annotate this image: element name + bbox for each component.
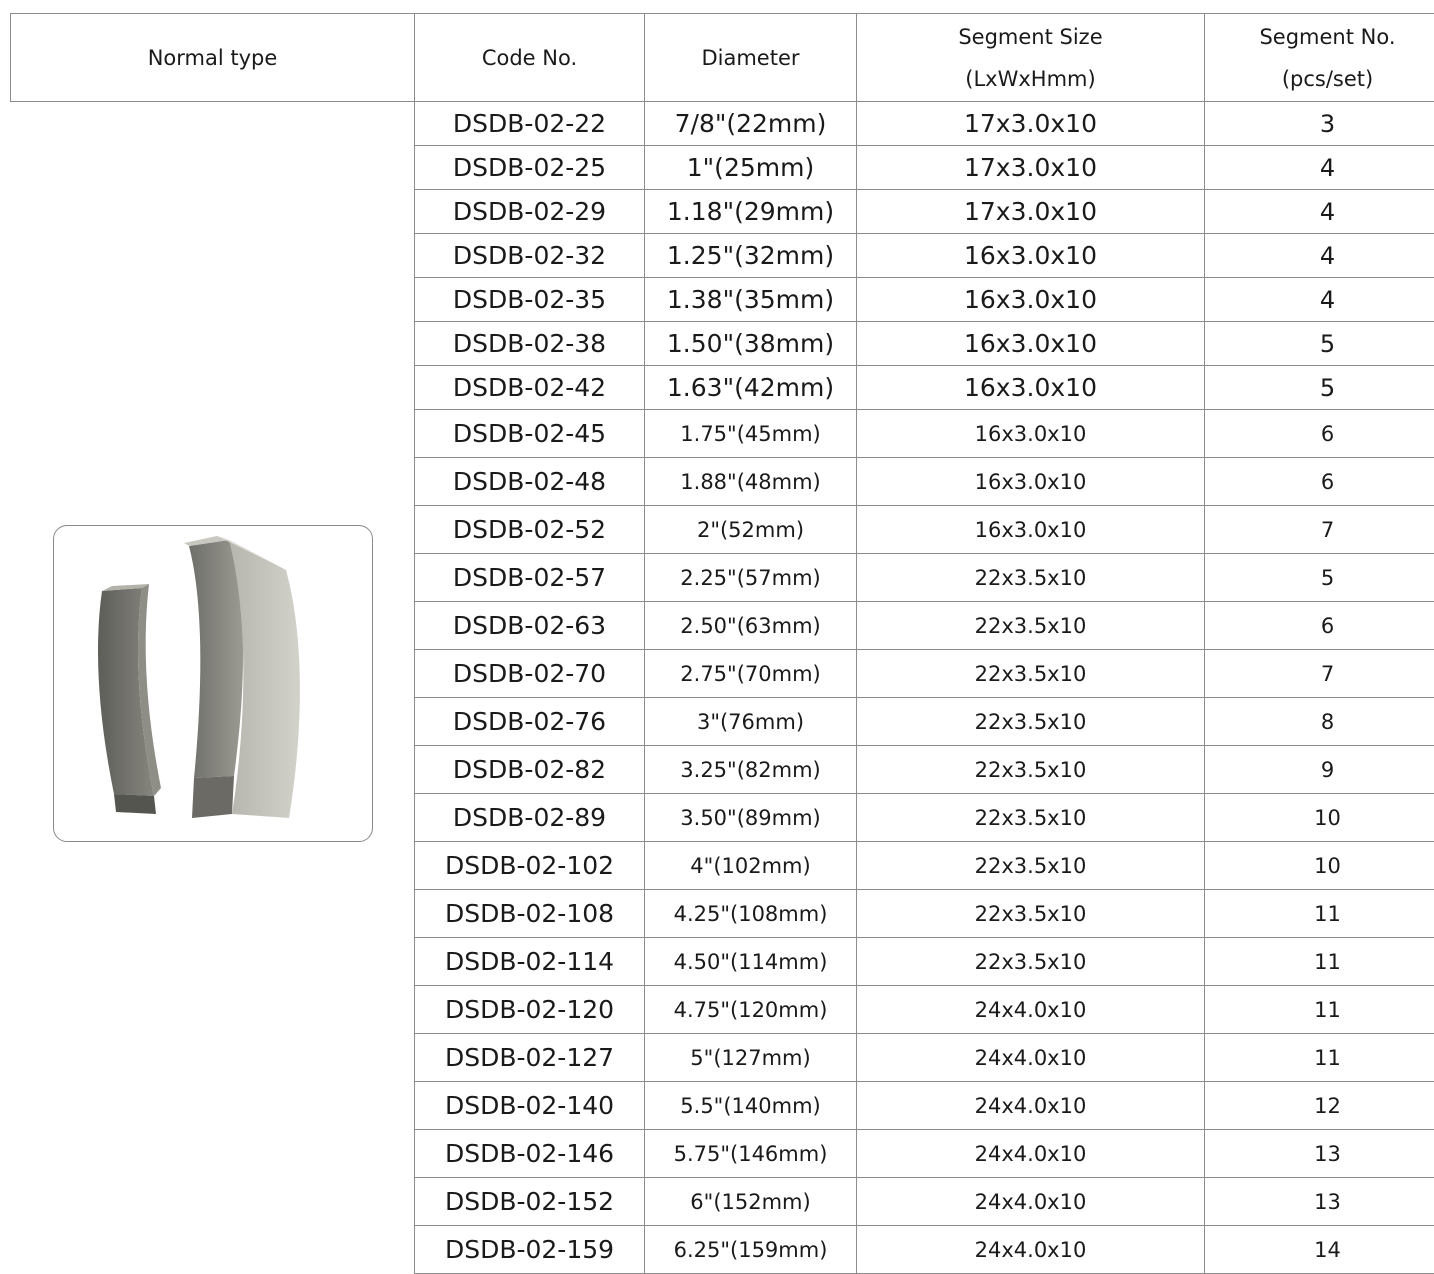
diameter-cell: 6"(152mm)	[645, 1178, 857, 1226]
code-cell: DSDB-02-42	[415, 366, 645, 410]
segment-size-cell: 16x3.0x10	[857, 458, 1205, 506]
diameter-cell: 1.38"(35mm)	[645, 278, 857, 322]
segment-count-cell: 7	[1205, 506, 1434, 554]
diameter-cell: 1.75"(45mm)	[645, 410, 857, 458]
diameter-cell: 5.5"(140mm)	[645, 1082, 857, 1130]
code-cell: DSDB-02-127	[415, 1034, 645, 1082]
diameter-cell: 4.50"(114mm)	[645, 938, 857, 986]
diameter-cell: 2.75"(70mm)	[645, 650, 857, 698]
segment-size-cell: 17x3.0x10	[857, 146, 1205, 190]
segment-size-cell: 24x4.0x10	[857, 986, 1205, 1034]
diameter-cell: 2"(52mm)	[645, 506, 857, 554]
diameter-cell: 1.63"(42mm)	[645, 366, 857, 410]
segment-count-cell: 10	[1205, 842, 1434, 890]
segment-count-cell: 9	[1205, 746, 1434, 794]
code-cell: DSDB-02-146	[415, 1130, 645, 1178]
segment-size-cell: 17x3.0x10	[857, 102, 1205, 146]
segment-count-cell: 6	[1205, 458, 1434, 506]
segment-count-cell: 13	[1205, 1130, 1434, 1178]
segment-size-cell: 22x3.5x10	[857, 554, 1205, 602]
code-cell: DSDB-02-25	[415, 146, 645, 190]
segment-count-cell: 12	[1205, 1082, 1434, 1130]
diameter-cell: 3.25"(82mm)	[645, 746, 857, 794]
segment-count-cell: 11	[1205, 986, 1434, 1034]
code-cell: DSDB-02-48	[415, 458, 645, 506]
spec-table	[10, 13, 1434, 1274]
header-segment-no-line2: (pcs/set)	[1205, 58, 1434, 100]
header-diameter: Diameter	[645, 14, 857, 102]
segment-count-cell: 4	[1205, 190, 1434, 234]
segment-count-cell: 5	[1205, 322, 1434, 366]
header-row	[11, 14, 1434, 102]
diameter-cell: 6.25"(159mm)	[645, 1226, 857, 1274]
segment-size-cell: 16x3.0x10	[857, 366, 1205, 410]
code-cell: DSDB-02-29	[415, 190, 645, 234]
code-cell: DSDB-02-89	[415, 794, 645, 842]
code-cell: DSDB-02-63	[415, 602, 645, 650]
header-segment-size-line2: (LxWxHmm)	[857, 58, 1204, 100]
segment-size-cell: 22x3.5x10	[857, 794, 1205, 842]
code-cell: DSDB-02-70	[415, 650, 645, 698]
header-code: Code No.	[415, 14, 645, 102]
product-photo	[53, 525, 373, 842]
segment-size-cell: 16x3.0x10	[857, 322, 1205, 366]
code-cell: DSDB-02-82	[415, 746, 645, 794]
segment-size-cell: 22x3.5x10	[857, 698, 1205, 746]
segment-count-cell: 13	[1205, 1178, 1434, 1226]
code-cell: DSDB-02-102	[415, 842, 645, 890]
header-segment-no	[1205, 14, 1434, 102]
segment-count-cell: 7	[1205, 650, 1434, 698]
segment-count-cell: 6	[1205, 602, 1434, 650]
segment-count-cell: 4	[1205, 234, 1434, 278]
code-cell: DSDB-02-38	[415, 322, 645, 366]
segment-count-cell: 11	[1205, 890, 1434, 938]
header-segment-size	[857, 14, 1205, 102]
segment-size-cell: 24x4.0x10	[857, 1178, 1205, 1226]
product-image-cell	[11, 102, 415, 1274]
segment-size-cell: 24x4.0x10	[857, 1034, 1205, 1082]
code-cell: DSDB-02-108	[415, 890, 645, 938]
code-cell: DSDB-02-140	[415, 1082, 645, 1130]
table-body	[11, 102, 1434, 1274]
segment-size-cell: 22x3.5x10	[857, 650, 1205, 698]
segment-count-cell: 6	[1205, 410, 1434, 458]
diameter-cell: 5.75"(146mm)	[645, 1130, 857, 1178]
code-cell: DSDB-02-35	[415, 278, 645, 322]
segment-size-cell: 22x3.5x10	[857, 746, 1205, 794]
segment-size-cell: 16x3.0x10	[857, 410, 1205, 458]
diameter-cell: 2.25"(57mm)	[645, 554, 857, 602]
diameter-cell: 1.50"(38mm)	[645, 322, 857, 366]
diameter-cell: 4.75"(120mm)	[645, 986, 857, 1034]
diameter-cell: 1.25"(32mm)	[645, 234, 857, 278]
segment-count-cell: 14	[1205, 1226, 1434, 1274]
segment-size-cell: 16x3.0x10	[857, 506, 1205, 554]
segment-size-cell: 22x3.5x10	[857, 842, 1205, 890]
diameter-cell: 1.88"(48mm)	[645, 458, 857, 506]
segment-size-cell: 24x4.0x10	[857, 1226, 1205, 1274]
table-row	[11, 102, 1434, 146]
code-cell: DSDB-02-159	[415, 1226, 645, 1274]
code-cell: DSDB-02-57	[415, 554, 645, 602]
segment-count-cell: 5	[1205, 366, 1434, 410]
header-segment-no-line1: Segment No.	[1205, 16, 1434, 58]
diameter-cell: 1.18"(29mm)	[645, 190, 857, 234]
segment-count-cell: 11	[1205, 938, 1434, 986]
code-cell: DSDB-02-152	[415, 1178, 645, 1226]
code-cell: DSDB-02-52	[415, 506, 645, 554]
segment-count-cell: 5	[1205, 554, 1434, 602]
code-cell: DSDB-02-76	[415, 698, 645, 746]
segment-count-cell: 4	[1205, 146, 1434, 190]
diameter-cell: 7/8"(22mm)	[645, 102, 857, 146]
segment-size-cell: 24x4.0x10	[857, 1082, 1205, 1130]
diameter-cell: 3.50"(89mm)	[645, 794, 857, 842]
header-type: Normal type	[11, 14, 415, 102]
segment-count-cell: 3	[1205, 102, 1434, 146]
segment-size-cell: 16x3.0x10	[857, 278, 1205, 322]
diameter-cell: 5"(127mm)	[645, 1034, 857, 1082]
diameter-cell: 3"(76mm)	[645, 698, 857, 746]
segment-size-cell: 24x4.0x10	[857, 1130, 1205, 1178]
segment-size-cell: 16x3.0x10	[857, 234, 1205, 278]
code-cell: DSDB-02-32	[415, 234, 645, 278]
code-cell: DSDB-02-120	[415, 986, 645, 1034]
segment-size-cell: 22x3.5x10	[857, 602, 1205, 650]
segment-count-cell: 8	[1205, 698, 1434, 746]
header-segment-size-line1: Segment Size	[857, 16, 1204, 58]
code-cell: DSDB-02-114	[415, 938, 645, 986]
segment-count-cell: 10	[1205, 794, 1434, 842]
diameter-cell: 1"(25mm)	[645, 146, 857, 190]
diameter-cell: 4.25"(108mm)	[645, 890, 857, 938]
segment-count-cell: 11	[1205, 1034, 1434, 1082]
diamond-segments-image	[54, 526, 371, 840]
segment-size-cell: 17x3.0x10	[857, 190, 1205, 234]
diameter-cell: 2.50"(63mm)	[645, 602, 857, 650]
code-cell: DSDB-02-45	[415, 410, 645, 458]
diameter-cell: 4"(102mm)	[645, 842, 857, 890]
segment-size-cell: 22x3.5x10	[857, 890, 1205, 938]
segment-count-cell: 4	[1205, 278, 1434, 322]
code-cell: DSDB-02-22	[415, 102, 645, 146]
segment-size-cell: 22x3.5x10	[857, 938, 1205, 986]
